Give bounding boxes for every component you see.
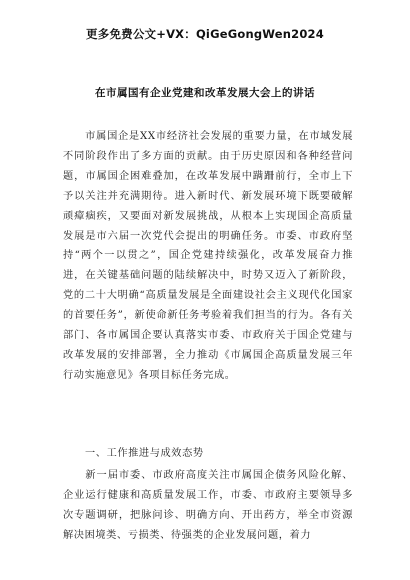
watermark-header: 更多免费公文+VX：QiGeGongWen2024 — [86, 27, 324, 41]
body-paragraph — [63, 127, 353, 386]
paragraph-text: 市属国企是XX市经济社会发展的重要力量，在市域发展不同阶段作出了多方面的贡献。由于历史原因和各种经营问题，市属国企困难叠加，在改革发展中蹒跚前行，全市上下予以关注并充满期待。进入新时代、新发展环境下既要破解顽瘴痼疾，又要面对新发展挑战，从根本上实现国企高质量发展是市六届一次党代会提出的明确任务。市委、市政府坚持“两个一以贯之”，国企党建持续强化，改革发展奋力推进，在关键基础问题的陆续解决中，时势又迈入了新阶段，党的二十大明确“高质量发展是全面建设社会主义现代化国家的首要任务”，新使命新任务考验着我们担当的行为。各有关部门、各市属国企要认真落实市委、市政府关于国企党建与改革发展的安排部署，全力推动《市属国企高质量发展三年行动实施意见》各项目标任务完成。 — [63, 131, 353, 381]
section-paragraph — [63, 466, 353, 546]
paragraph-text: 新一届市委、市政府高度关注市属国企债务风险化解、企业运行健康和高质量发展工作，市委、市政府主要领导多次专题调研，把脉问诊、明确方向、开出药方，举全市资源解决困境类、亏损类、待强类的企业发展问题，着力 — [63, 470, 353, 541]
section-heading — [63, 444, 353, 464]
document-title: 在市属国有企业党建和改革发展大会上的讲话 — [95, 87, 315, 99]
section-heading-text: 一、工作推进与成效态势 — [85, 448, 204, 459]
